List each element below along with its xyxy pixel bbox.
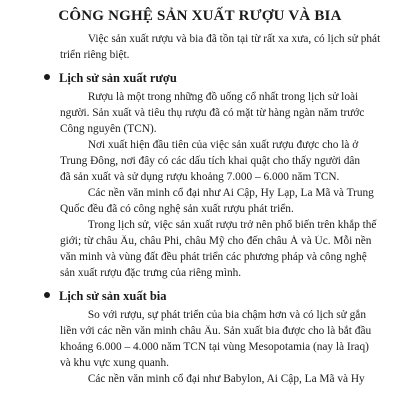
text-line: Nơi xuất hiện đầu tiên của việc sản xuất rượu được cho là ở <box>87 139 359 151</box>
text-line: Các nền văn minh cổ đại như Ai Cập, Hy Lạp, La Mã và Trung <box>87 187 374 199</box>
bullet-icon <box>44 74 50 80</box>
text-line: khoảng 6.000 – 4.000 năm TCN tại vùng Mesopotamia (nay là Iraq) <box>60 341 369 353</box>
text-line: sản xuất rượu đặc trưng của riêng mình. <box>60 267 242 279</box>
text-line: Các nền văn minh cổ đại như Babylon, Ai Cập, La Mã và Hy <box>87 373 365 385</box>
text-line: văn minh và vùng đất đều phát triển các phương pháp và công nghệ <box>60 251 367 263</box>
text-line: Việc sản xuất rượu và bia đã tồn tại từ rất xa xưa, có lịch sử phát <box>87 33 381 45</box>
section-heading-beer <box>44 289 167 304</box>
beer-paragraph-2 <box>60 371 400 387</box>
text-line: người. Sản xuất và tiêu thụ rượu đã có mặt từ hàng ngàn năm trước <box>60 107 365 119</box>
wine-paragraph-3 <box>60 185 400 217</box>
wine-paragraph-1 <box>60 89 400 137</box>
text-line: Công nguyên (TCN). <box>60 123 157 135</box>
beer-paragraph-1 <box>60 307 400 371</box>
text-line: liền với các nền văn minh châu Âu. Sản xuất bia được cho là bắt đầu <box>60 325 372 337</box>
text-line: và khu vực xung quanh. <box>60 357 169 369</box>
text-line: giới; từ châu Âu, châu Phi, châu Mỹ cho đến châu Á và Úc. Mỗi nền <box>60 235 372 247</box>
text-line: Rượu là một trong những đồ uống cổ nhất trong lịch sử loài <box>87 91 359 103</box>
text-line: So với rượu, sự phát triển của bia chậm hơn và có lịch sử gắn <box>87 309 366 321</box>
text-line: đã sản xuất và sử dụng rượu khoảng 7.000 – 6.000 năm TCN. <box>60 171 340 183</box>
wine-paragraph-4 <box>60 217 400 281</box>
bullet-icon <box>44 292 50 298</box>
section-heading-label: Lịch sử sản xuất bia <box>59 289 167 303</box>
wine-paragraph-2 <box>60 137 400 185</box>
page-title: CÔNG NGHỆ SẢN XUẤT RƯỢU VÀ BIA <box>58 8 342 24</box>
text-line: Trong lịch sử, việc sản xuất rượu trở nên phổ biến trên khắp thế <box>87 219 377 231</box>
text-line: triển riêng biệt. <box>60 49 130 61</box>
text-line: Trung Đông, nơi đây có các dấu tích khai quật cho thấy người dân <box>60 155 361 167</box>
section-heading-label: Lịch sử sản xuất rượu <box>59 71 177 85</box>
intro-paragraph <box>60 31 400 63</box>
section-heading-wine <box>44 71 177 86</box>
text-line: Quốc đều đã có công nghệ sản xuất rượu phát triển. <box>60 203 294 215</box>
